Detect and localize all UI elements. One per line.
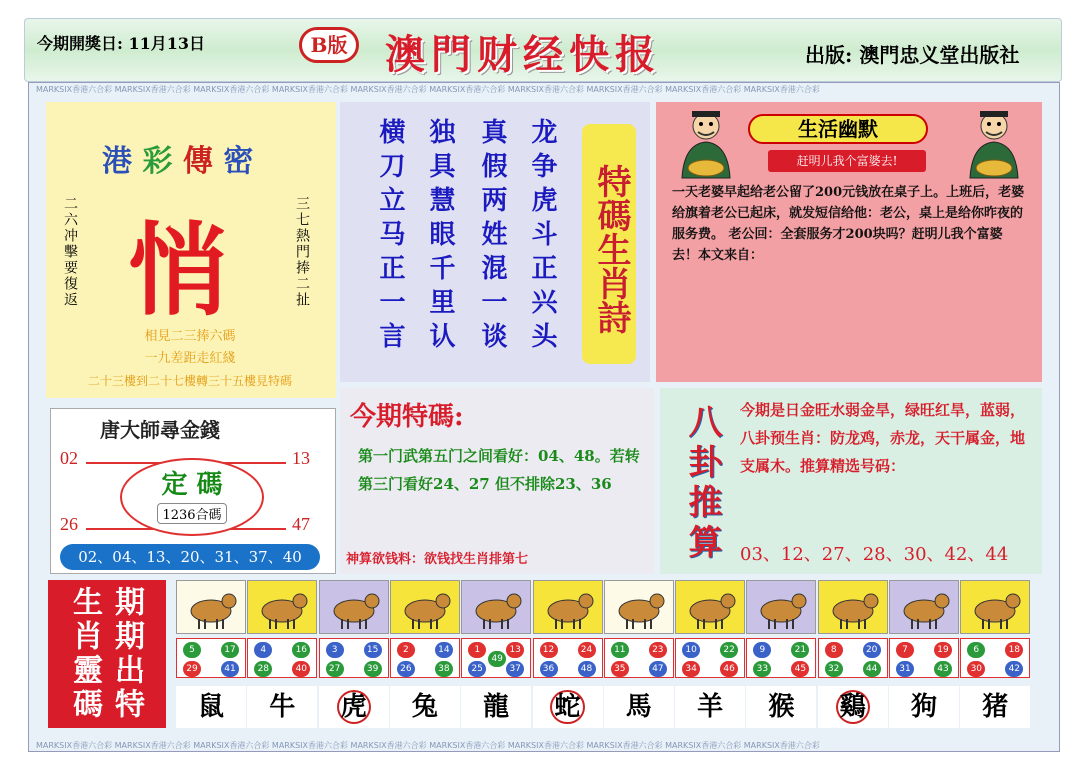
zodiac-label-col: 生肖靈碼 [67,586,102,722]
rabbit-icon [390,580,460,634]
big-character: 悄 [128,211,228,329]
number-ball: 39 [364,661,382,677]
brand-char: 彩 [142,144,173,179]
secret-line: 一九差距走紅綫 [144,351,236,366]
master-title: 唐大師尋金錢 [100,418,220,442]
number-ball: 15 [364,642,382,658]
left-verse: 二六冲擊要復返 [62,196,78,308]
number-ball: 34 [682,661,700,677]
ox-icon [247,580,317,634]
number-ball: 5 [183,642,201,658]
edition-badge: B版 [299,27,359,63]
number-ball: 41 [221,661,239,677]
caishen-icon [674,108,738,180]
publisher: 出版: 澳門忠义堂出版社 [805,43,1020,67]
number-ball: 17 [221,642,239,658]
number-ball: 26 [397,661,415,677]
corner-number: 02 [60,448,78,468]
number-ball: 37 [506,661,524,677]
number-ball: 19 [934,642,952,658]
master-numbers: 02、04、13、20、31、37、40 [60,544,320,570]
dragon-icon [461,580,531,634]
number-balls [319,638,389,678]
number-ball: 33 [753,661,771,677]
zodiac-name: 鷄 [818,686,888,728]
number-ball: 36 [540,661,558,677]
number-ball: 25 [468,661,486,677]
number-ball: 32 [825,661,843,677]
masthead [24,18,1062,82]
horse-icon [604,580,674,634]
border-text-top: MARKSIX香港六合彩 MARKSIX香港六合彩 MARKSIX香港六合彩 MARKSIX香港六合彩 MARKSIX香港六合彩 MARKSIX香港六合彩 MARKSIX香港六合彩 MARKSIX香港六合彩 MARKSIX香港六合彩 MARKSIX香港六合彩 [36,85,820,94]
number-ball: 30 [967,661,985,677]
zodiac-name: 鼠 [176,686,246,728]
bagua-numbers: 03、12、27、28、30、42、44 [740,544,1009,565]
zodiac-name: 猴 [746,686,816,728]
number-balls [533,638,603,678]
snake-icon [533,580,603,634]
number-ball: 35 [611,661,629,677]
number-ball: 18 [1005,642,1023,658]
pig-icon [960,580,1030,634]
number-balls [604,638,674,678]
zodiac-name: 蛇 [533,686,603,728]
number-ball: 10 [682,642,700,658]
number-ball: 29 [183,661,201,677]
zodiac-label-col: 期期出特 [109,586,144,722]
poem-title: 特碼生肖詩 [582,124,636,364]
secret-line: 二十三樓到二十七樓轉三十五樓見特碼 [87,374,292,388]
number-ball: 21 [791,642,809,658]
number-ball: 4 [254,642,272,658]
zodiac-name: 龍 [461,686,531,728]
dingma-label: 定 碼 [161,470,223,500]
poem-column: 龙争虎斗正兴头 [527,118,557,356]
number-ball: 1 [468,642,486,658]
number-ball: 23 [649,642,667,658]
number-ball: 8 [825,642,843,658]
bagua-title: 八卦推算 [682,404,722,564]
number-ball: 40 [292,661,310,677]
goat-icon [675,580,745,634]
number-ball: 22 [720,642,738,658]
zodiac-name: 馬 [604,686,674,728]
brand-char: 港 [102,144,132,179]
dingma-oval [120,458,264,536]
number-ball: 38 [435,661,453,677]
zodiac-label [48,580,166,728]
number-ball: 3 [326,642,344,658]
dingma-sub: 1236合碼 [157,503,226,524]
number-balls [176,638,246,678]
number-ball: 24 [578,642,596,658]
number-balls [818,638,888,678]
number-ball: 20 [863,642,881,658]
number-ball: 47 [649,661,667,677]
newspaper-title: 澳門财经快报 [385,31,661,78]
number-ball: 42 [1005,661,1023,677]
rat-icon [176,580,246,634]
poem-column: 独具慧眼千里认 [425,118,455,356]
number-ball: 2 [397,642,415,658]
corner-number: 13 [292,448,310,468]
number-ball: 16 [292,642,310,658]
corner-number: 47 [292,514,310,534]
zodiac-name: 狗 [889,686,959,728]
zodiac-name: 虎 [319,686,389,728]
number-ball: 14 [435,642,453,658]
number-ball: 12 [540,642,558,658]
number-balls [960,638,1030,678]
number-ball: 28 [254,661,272,677]
number-balls [889,638,959,678]
zodiac-name: 羊 [675,686,745,728]
number-ball: 6 [967,642,985,658]
humor-title: 生活幽默 [748,114,928,144]
number-ball: 9 [753,642,771,658]
number-ball: 11 [611,642,629,658]
brand-char: 密 [223,144,254,179]
dog-icon [889,580,959,634]
number-ball: 46 [720,661,738,677]
number-ball: 48 [578,661,596,677]
rooster-icon [818,580,888,634]
humor-subtitle: 赶明儿我个富婆去! [768,150,926,172]
number-ball: 44 [863,661,881,677]
number-ball: 49 [488,651,506,667]
humor-body: 一天老婆早起给老公留了200元钱放在桌子上。上班后，老婆给旗着老公已起床，就发短信给他：老公，桌上是给你昨夜的服务费。 老公回：全套服务才200块吗？赶明儿我个富婆去！本文来自： [672,185,1025,263]
number-ball: 45 [791,661,809,677]
corner-number: 26 [60,514,78,534]
border-text-bottom: MARKSIX香港六合彩 MARKSIX香港六合彩 MARKSIX香港六合彩 MARKSIX香港六合彩 MARKSIX香港六合彩 MARKSIX香港六合彩 MARKSIX香港六合彩 MARKSIX香港六合彩 MARKSIX香港六合彩 MARKSIX香港六合彩 [36,741,820,750]
number-ball: 13 [506,642,524,658]
secret-lines [50,326,330,392]
number-ball: 27 [326,661,344,677]
tema-footer: 神算欲钱料：欲钱找生肖排第七 [346,552,529,567]
caishen-icon [962,108,1026,180]
bagua-body: 今期是日金旺水弱金旱，绿旺红旱，蓝弱，八卦预生肖：防龙鸡，赤龙，天干属金，地支属木。推算精选号码： [740,401,1026,475]
poem-column: 横刀立马正一言 [375,118,405,356]
zodiac-grid [176,580,1032,734]
right-verse: 三七熱門捧二扯 [294,196,310,308]
zodiac-name: 猪 [960,686,1030,728]
number-balls [390,638,460,678]
number-balls [675,638,745,678]
poem-column: 真假两姓混一谈 [477,118,507,356]
number-balls [461,638,531,678]
monkey-icon [746,580,816,634]
zodiac-name: 牛 [247,686,317,728]
zodiac-name: 兔 [390,686,460,728]
secret-line: 相見二三捧六碼 [144,329,236,344]
number-ball: 7 [896,642,914,658]
number-balls [746,638,816,678]
number-balls [247,638,317,678]
tema-title: 今期特碼: [350,402,464,432]
draw-date: 今期開獎日: 11月13日 [37,34,206,53]
brand-title [102,122,253,180]
number-ball: 43 [934,661,952,677]
tiger-icon [319,580,389,634]
tema-body: 第一门武第五门之间看好：04、48。若转第三门看好24、27 但不排除23、36 [358,447,640,493]
number-ball: 31 [896,661,914,677]
brand-char: 傳 [182,144,213,179]
